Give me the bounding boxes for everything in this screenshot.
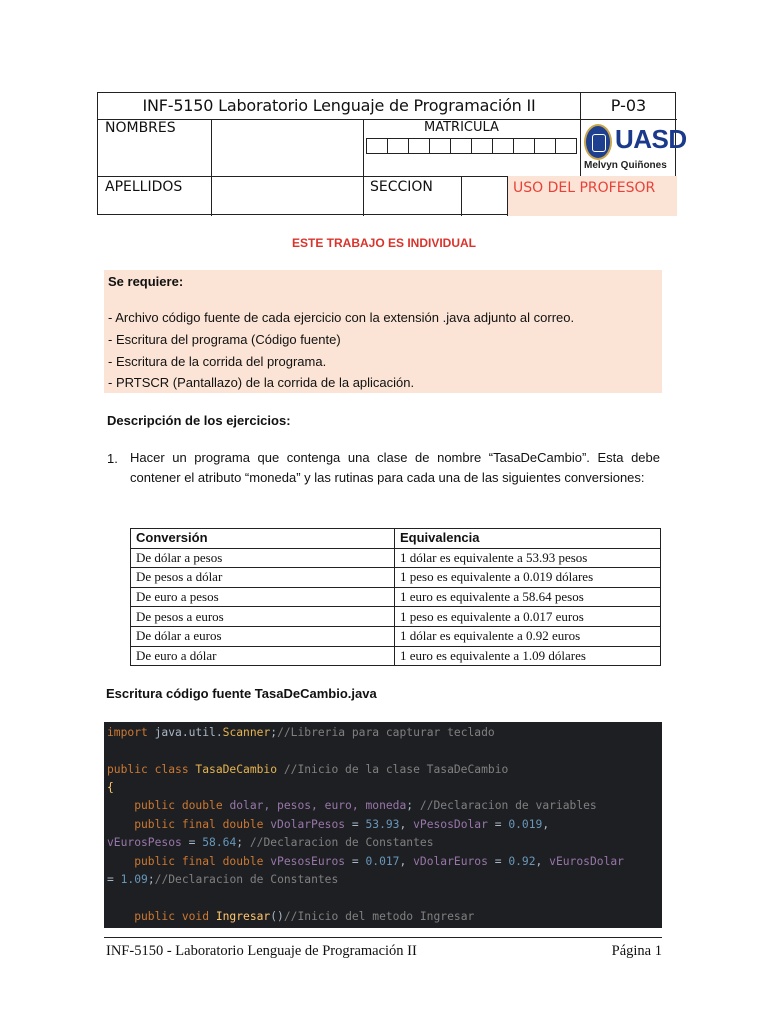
description-title: Descripción de los ejercicios:: [107, 413, 291, 428]
footer-divider: [104, 937, 662, 938]
code-line: vEurosPesos = 58.64; //Declaracion de Constantes: [107, 836, 434, 849]
footer-page-number: Página 1: [611, 943, 662, 959]
table-row: [131, 607, 661, 627]
table-header-row: [131, 529, 661, 549]
code-line: import java.util.Scanner;//Libreria para capturar teclado: [107, 726, 495, 739]
table-row: [131, 626, 661, 646]
table-cell: 1 dólar es equivalente a 0.92 euros: [395, 626, 661, 646]
table-cell: 1 dólar es equivalente a 53.93 pesos: [395, 548, 661, 568]
matricula-label: MATRICULA: [424, 120, 499, 135]
table-cell: De pesos a euros: [131, 607, 395, 627]
seccion-label: SECCION: [370, 179, 433, 195]
table-cell: 1 euro es equivalente a 58.64 pesos: [395, 587, 661, 607]
table-row: [131, 568, 661, 588]
uasd-logo: [580, 120, 687, 176]
exercise-number: 1.: [107, 451, 118, 466]
divider: [461, 176, 462, 216]
table-cell: 1 peso es equivalente a 0.019 dólares: [395, 568, 661, 588]
apellidos-label: APELLIDOS: [105, 179, 183, 195]
exercise-text: Hacer un programa que contenga una clase de nombre “TasaDeCambio”. Esta debe contener el atributo “moneda” y las rutinas para cada una de las siguientes conversiones:: [130, 450, 660, 485]
code-block: [104, 722, 662, 928]
table-cell: 1 euro es equivalente a 1.09 dólares: [395, 646, 661, 666]
nombres-label: NOMBRES: [105, 120, 176, 136]
table-cell: De pesos a dólar: [131, 568, 395, 588]
table-cell: De euro a pesos: [131, 587, 395, 607]
code-line: {: [107, 781, 114, 794]
matricula-input-boxes[interactable]: [366, 138, 576, 154]
course-title: INF-5150 Laboratorio Lenguaje de Programación II: [142, 96, 536, 115]
header-equivalencia: Equivalencia: [395, 529, 661, 549]
code-line: public final double vPesosEuros = 0.017, vDolarEuros = 0.92, vEurosDolar: [107, 855, 624, 868]
table-cell: De dólar a pesos: [131, 548, 395, 568]
table-row: [131, 548, 661, 568]
code-line: public double dolar, pesos, euro, moneda; //Declaracion de variables: [107, 799, 597, 812]
requirements-title: Se requiere:: [108, 274, 184, 289]
table-cell: 1 peso es equivalente a 0.017 euros: [395, 607, 661, 627]
university-seal-icon: [584, 124, 612, 160]
individual-notice: ESTE TRABAJO ES INDIVIDUAL: [291, 236, 477, 250]
logo-owner: Melvyn Quiñones: [584, 160, 667, 171]
header-form-table: [97, 92, 687, 215]
header-conversion: Conversión: [131, 529, 395, 549]
footer-course: INF-5150 - Laboratorio Lenguaje de Programación II: [106, 943, 417, 959]
conversion-table: [130, 528, 661, 666]
profesor-use-cell: USO DEL PROFESOR: [508, 176, 677, 216]
table-row: [131, 646, 661, 666]
code-line: public void Ingresar()//Inicio del metodo Ingresar: [107, 910, 475, 923]
requirement-item: - Archivo código fuente de cada ejercicio con la extensión .java adjunto al correo.: [108, 310, 575, 325]
code-line: public class TasaDeCambio //Inicio de la clase TasaDeCambio: [107, 763, 509, 776]
table-cell: De dólar a euros: [131, 626, 395, 646]
code-line: = 1.09;//Declaracion de Constantes: [107, 873, 339, 886]
divider: [211, 119, 212, 216]
code-line: public final double vDolarPesos = 53.93, vPesosDolar = 0.019,: [107, 818, 550, 831]
table-row: [131, 587, 661, 607]
requirement-item: - Escritura del programa (Código fuente): [108, 332, 341, 347]
practice-code: P-03: [610, 96, 647, 115]
requirement-item: - PRTSCR (Pantallazo) de la corrida de la aplicación.: [108, 375, 415, 390]
divider: [363, 119, 364, 216]
code-section-title: Escritura código fuente TasaDeCambio.java: [106, 686, 377, 701]
logo-text: UASD: [615, 124, 687, 154]
table-cell: De euro a dólar: [131, 646, 395, 666]
requirement-item: - Escritura de la corrida del programa.: [108, 354, 327, 369]
